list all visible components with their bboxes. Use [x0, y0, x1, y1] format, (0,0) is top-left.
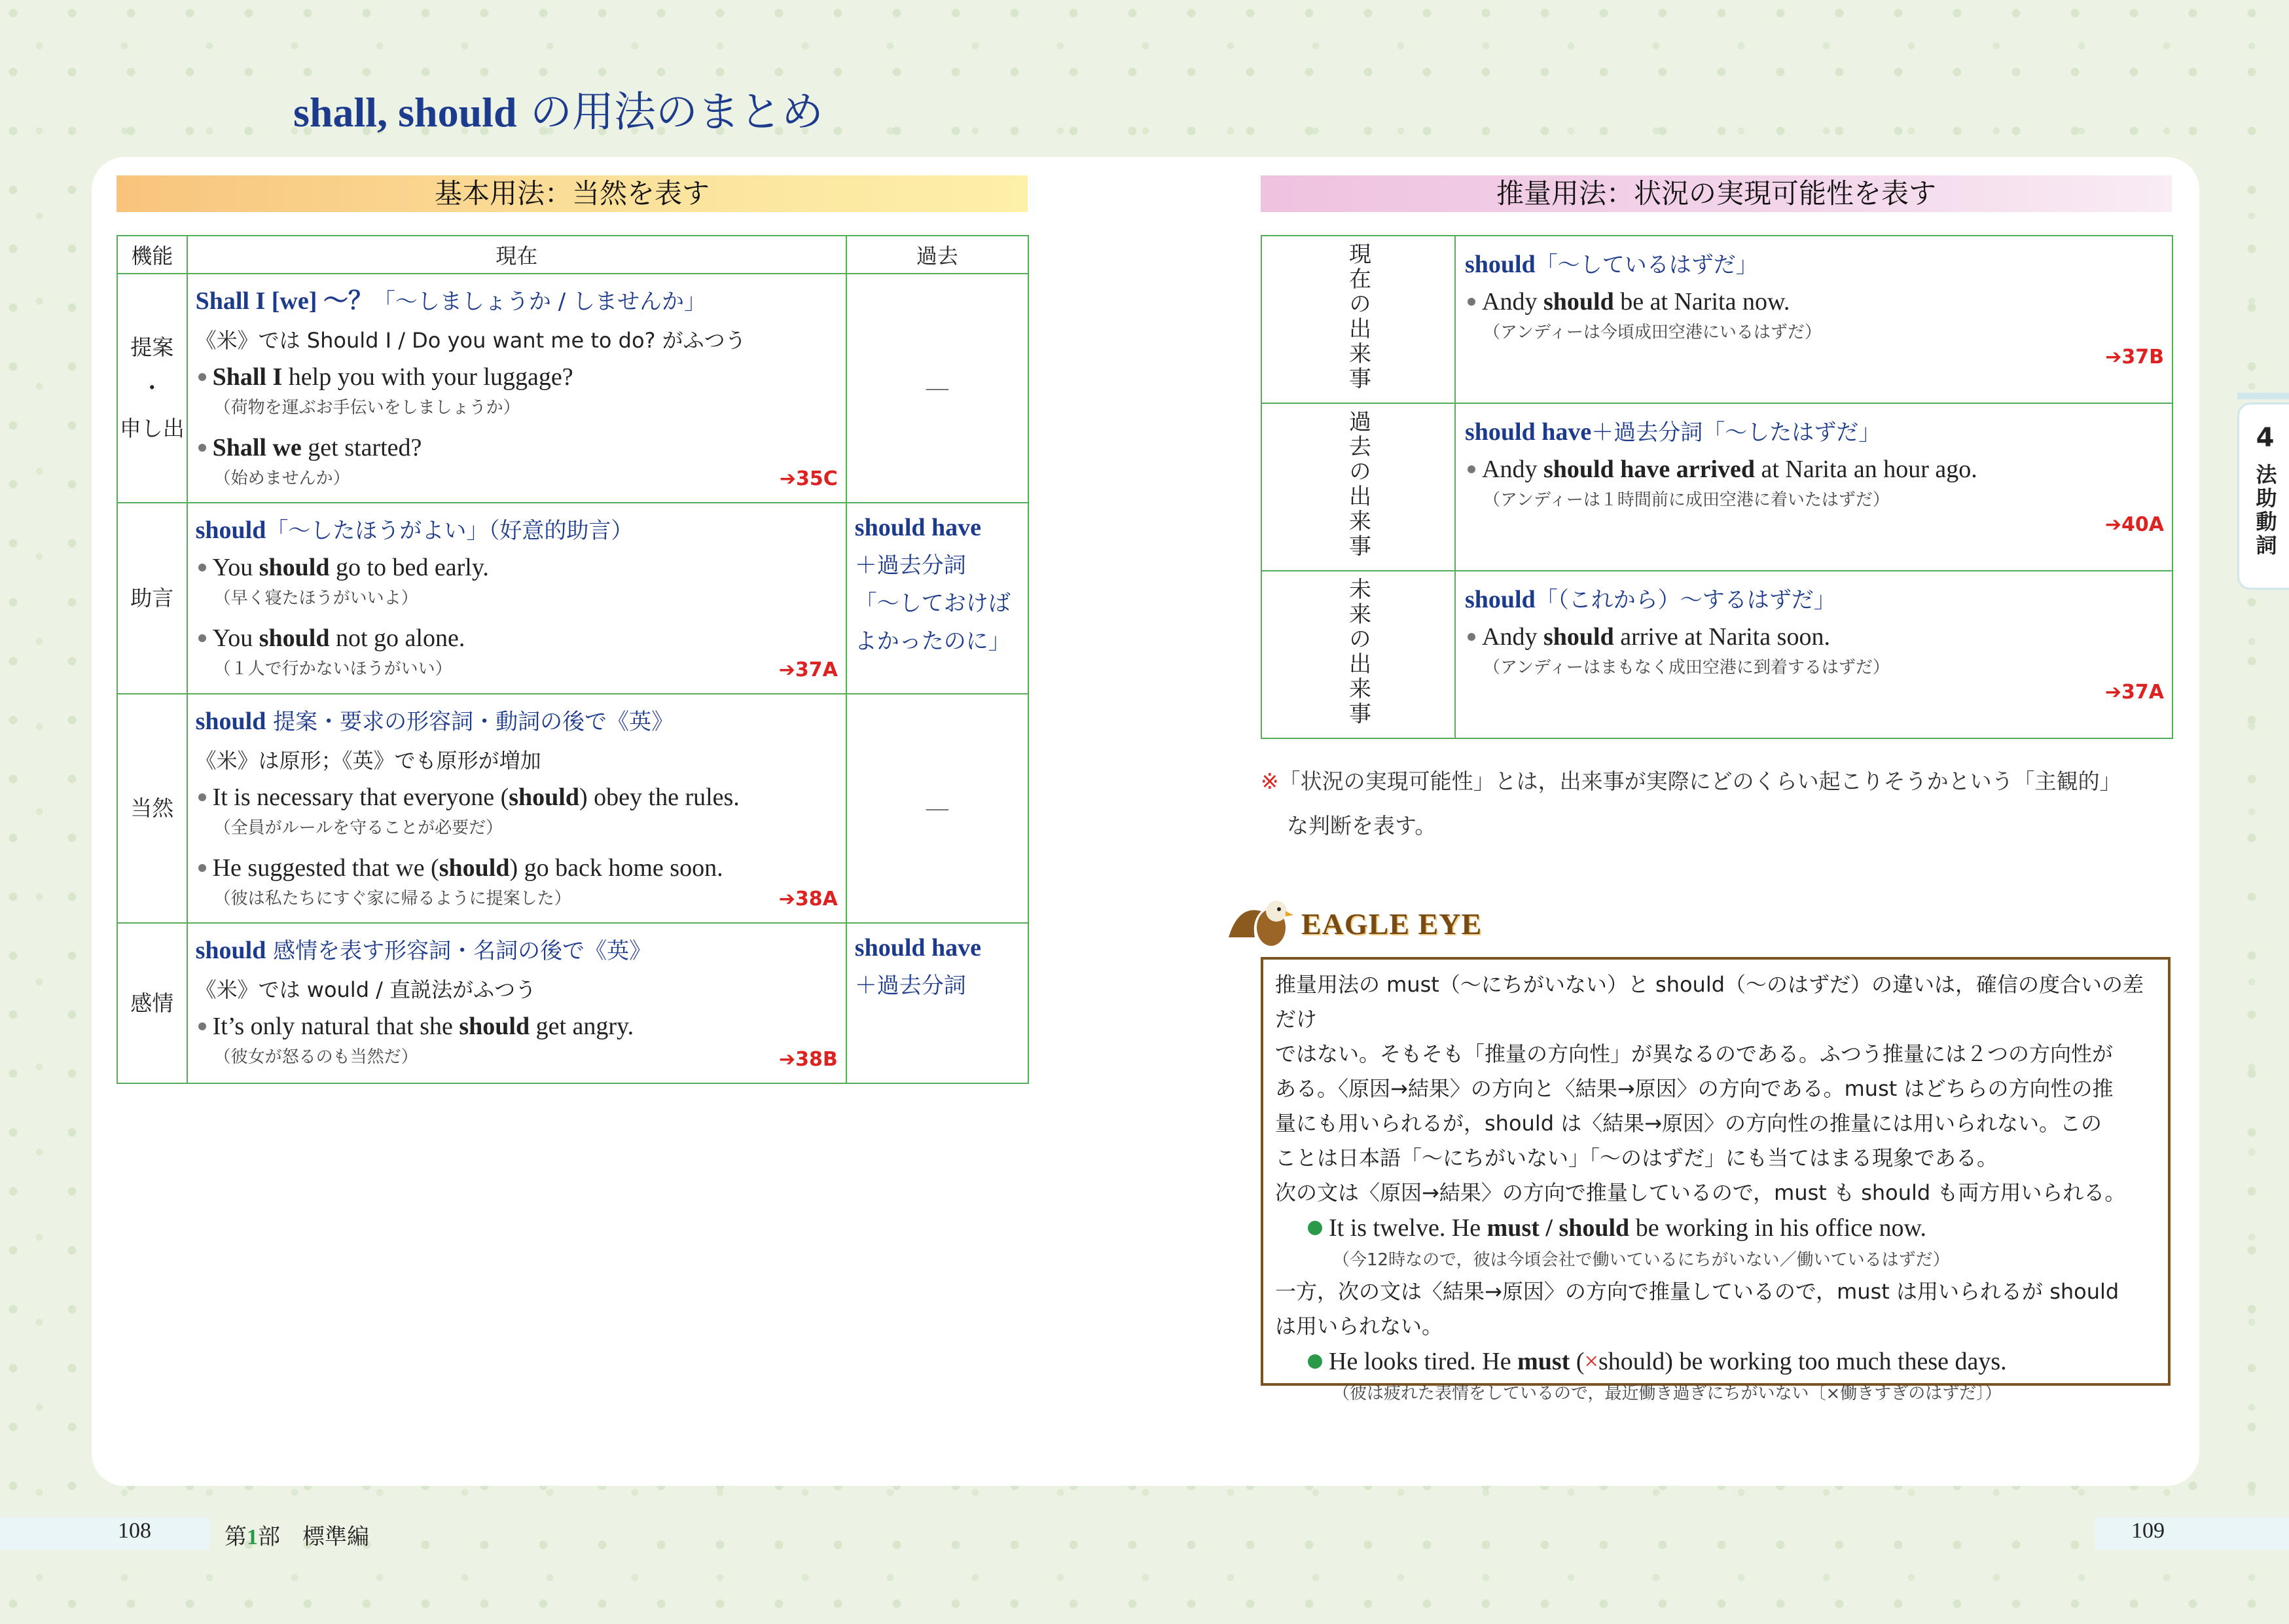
usage-heading: should have＋過去分詞「～したはずだ」 — [1465, 418, 1881, 446]
usage-cell — [1455, 403, 2172, 571]
example-sentence: It is necessary that everyone (should) obey the rules. — [196, 780, 838, 815]
present-cell — [187, 694, 846, 923]
example-translation: （アンディーは今頃成田空港にいるはずだ） — [1483, 323, 1822, 342]
func-cell: 感情 — [117, 923, 187, 1083]
basic-usage-band: 基本用法：当然を表す — [117, 175, 1028, 212]
usage-cell — [1455, 571, 2172, 738]
chapter-number: 4 — [2256, 423, 2275, 453]
reference-link[interactable]: ➔38B — [779, 1048, 838, 1071]
usage-heading: should「（これから）～するはずだ」 — [1465, 586, 1836, 613]
example-translation: （彼は疲れた表情をしているので，最近働き過ぎにちがいない〔×働きすぎのはずだ〕） — [1333, 1384, 2002, 1403]
reference-link[interactable]: ➔37A — [778, 659, 838, 681]
table-row — [117, 923, 1028, 1083]
present-cell — [187, 923, 846, 1083]
example-translation: （彼女が怒るのも当然だ） — [213, 1047, 418, 1067]
usage-heading: Shall I [we] ～？「～しましょうか / しませんか」 — [195, 287, 706, 315]
func-cell: 提案 ・ 申し出 — [117, 274, 187, 503]
table-row — [117, 274, 1028, 503]
usage-heading: should「～したほうがよい」（好意的助言） — [195, 516, 634, 544]
tab-decoration — [2237, 393, 2289, 399]
example-translation: （早く寝たほうがいいよ） — [213, 588, 418, 608]
eagle-paragraph: 一方，次の文は〈結果→原因〉の方向で推量しているので，must は用いられるが should は用いられない。 — [1275, 1279, 2119, 1339]
func-cell: 現在の出来事 — [1261, 236, 1455, 403]
present-cell — [187, 274, 846, 503]
example-translation: （アンディーは１時間前に成田空港に着いたはずだ） — [1483, 490, 1890, 510]
reference-link[interactable]: ➔37A — [2104, 681, 2164, 704]
footnote: ※「状況の実現可能性」とは，出来事が実際にどのくらい起こりそうかという「主観的」 な判断を表す。 — [1261, 768, 2121, 839]
past-cell: should have ＋過去分詞 「～しておけば よかったのに」 — [846, 503, 1028, 694]
reference-link[interactable]: ➔40A — [2104, 513, 2164, 536]
chapter-tab[interactable] — [2237, 403, 2289, 590]
header-present: 現在 — [187, 236, 846, 274]
usage-cell — [1455, 236, 2172, 403]
table-row — [117, 503, 1028, 694]
example-translation: （荷物を運ぶお手伝いをしましょうか） — [213, 398, 520, 418]
chapter-label: 法助動詞 — [2252, 463, 2278, 558]
func-cell: 過去の出来事 — [1261, 403, 1455, 571]
part-label: 第1部 標準編 — [225, 1524, 369, 1550]
inference-usage-table — [1261, 235, 2173, 739]
basic-usage-table — [117, 235, 1029, 1084]
usage-note: 《米》では Should I / Do you want me to do? がふつう — [195, 328, 746, 353]
table-row — [117, 694, 1028, 923]
footer-strip-left — [0, 1517, 209, 1550]
example-translation: （彼は私たちにすぐ家に帰るように提案した） — [213, 889, 571, 909]
page-number-left: 108 — [118, 1519, 151, 1543]
footer-strip-right — [2095, 1517, 2289, 1550]
bullet-icon — [1308, 1354, 1322, 1369]
usage-note: 《米》は原形；《英》でも原形が増加 — [195, 748, 541, 773]
example-translation: （アンディーはまもなく成田空港に到着するはずだ） — [1483, 658, 1890, 677]
inference-usage-band: 推量用法：状況の実現可能性を表す — [1261, 175, 2172, 212]
example-sentence: He looks tired. He must (×should) be working too much these days. — [1275, 1344, 2156, 1379]
example-sentence: You should go to bed early. — [196, 550, 838, 585]
usage-heading: should 感情を表す形容詞・名詞の後で《英》 — [195, 937, 652, 964]
page-title: shall, should の用法のまとめ — [293, 88, 823, 137]
example-sentence: Andy should be at Narita now. — [1465, 284, 2163, 319]
eagle-eye-box — [1261, 957, 2171, 1403]
example-translation: （全員がルールを守ることが必要だ） — [213, 818, 503, 838]
example-sentence: He suggested that we (should) go back home soon. — [196, 850, 838, 886]
example-translation: （今12時なので，彼は今頃会社で働いているにちがいない／働いているはずだ） — [1333, 1250, 1950, 1270]
header-function: 機能 — [117, 236, 187, 274]
reference-link[interactable]: ➔38A — [778, 888, 838, 911]
present-cell — [187, 503, 846, 694]
usage-note: 《米》では would / 直説法がふつう — [195, 977, 537, 1002]
usage-heading: should 提案・要求の形容詞・動詞の後で《英》 — [195, 708, 674, 735]
cross-mark: × — [1584, 1348, 1598, 1375]
example-sentence: Andy should arrive at Narita soon. — [1465, 619, 2163, 655]
example-sentence: Andy should have arrived at Narita an hour ago. — [1465, 452, 2163, 487]
example-sentence: It is twelve. He must / should be working in his office now. — [1275, 1210, 2156, 1246]
func-cell: 未来の出来事 — [1261, 571, 1455, 738]
func-cell: 助言 — [117, 503, 187, 694]
table-row — [1261, 236, 2172, 403]
reference-link[interactable]: ➔35C — [779, 467, 838, 490]
example-translation: （始めませんか） — [213, 469, 350, 488]
reference-link[interactable]: ➔37B — [2105, 346, 2164, 369]
note-mark: ※ — [1261, 768, 1279, 794]
example-sentence: You should not go alone. — [196, 621, 838, 656]
page-number-right: 109 — [2131, 1519, 2165, 1543]
eagle-paragraph: 推量用法の must（～にちがいない）と should（～のはずだ）の違いは，確信の度合いの差だけ ではない。そもそも「推量の方向性」が異なるのである。ふつう推量には２つの方向性が ある。〈原因→結果〉の方向と〈結果→原因〉の方向である。must はどちらの方向性の推 量にも用いられるが，should は〈結果→原因〉の方向性の推量には用いられない。この ことは日本語「～にちがいない」「～のはずだ」にも当てはまる現象である。 次の文は〈原因→結果〉の方向で推量しているので，must も should も両方用いられる。 — [1275, 972, 2144, 1205]
example-translation: （１人で行かないほうがいい） — [213, 659, 452, 679]
eagle-eye-title: EAGLE EYE — [1301, 907, 1483, 941]
header-past: 過去 — [846, 236, 1028, 274]
past-cell: — — [846, 694, 1028, 923]
past-cell: should have ＋過去分詞 — [846, 923, 1028, 1083]
eagle-icon — [1225, 892, 1297, 950]
usage-heading: should「～しているはずだ」 — [1465, 251, 1758, 278]
past-cell: — — [846, 274, 1028, 503]
example-sentence: Shall I help you with your luggage? — [196, 359, 838, 395]
example-sentence: It’s only natural that she should get angry. — [196, 1009, 838, 1044]
table-row — [1261, 403, 2172, 571]
bullet-icon — [1308, 1221, 1322, 1235]
table-row — [1261, 571, 2172, 738]
func-cell: 当然 — [117, 694, 187, 923]
example-sentence: Shall we get started? — [196, 430, 838, 465]
